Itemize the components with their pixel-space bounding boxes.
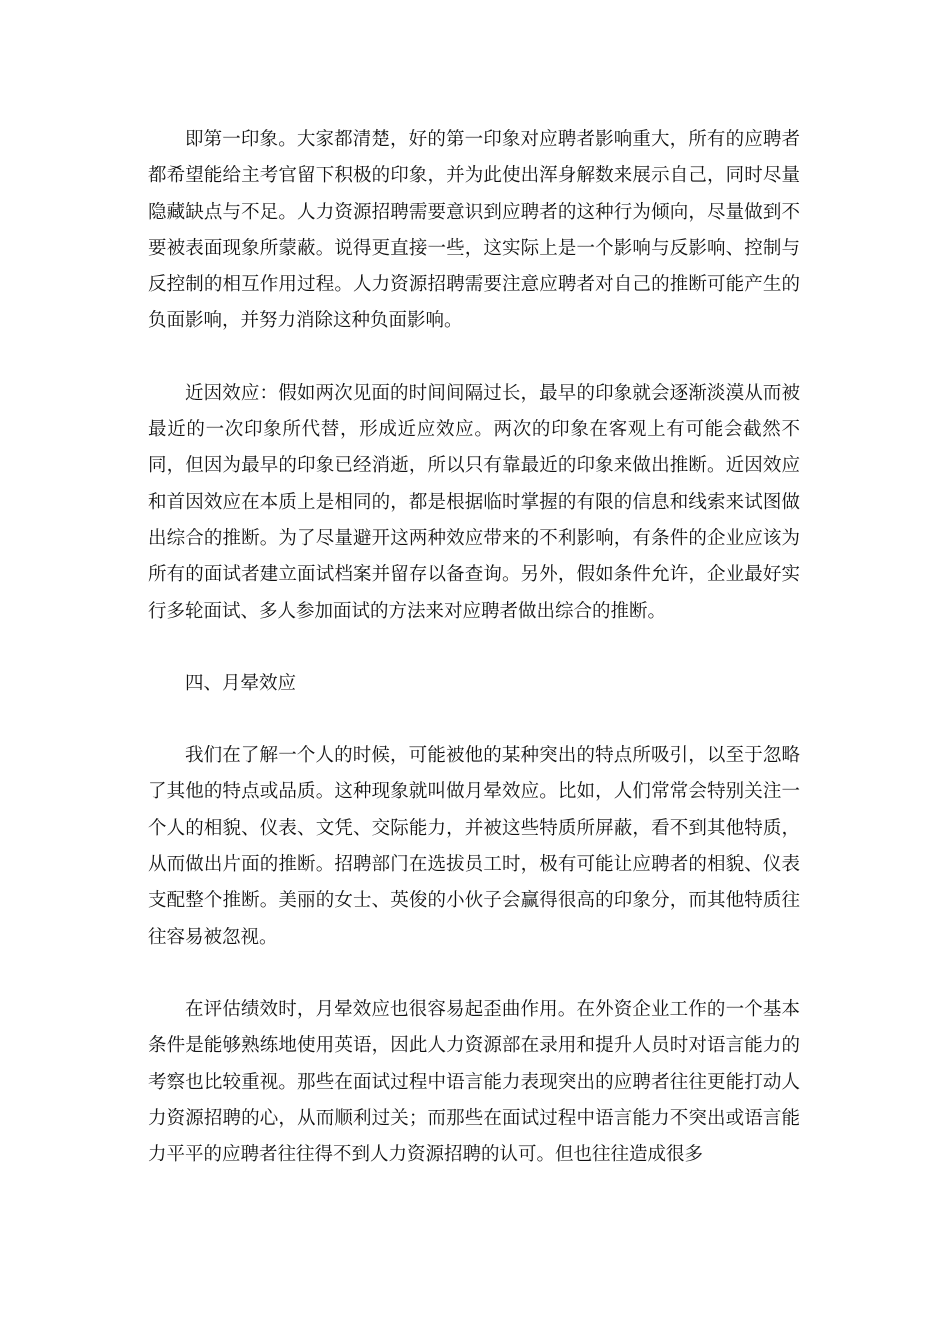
paragraph-recency-effect: 近因效应：假如两次见面的时间间隔过长，最早的印象就会逐渐淡漠从而被最近的一次印象所代替，形成近应效应。两次的印象在客观上有可能会截然不同，但因为最早的印象已经消逝，所以只有靠最近的印象来做出推断。近因效应和首因效应在本质上是相同的，都是根据临时掌握的有限的信息和线索来试图做出综合的推断。为了尽量避开这两种效应带来的不利影响，有条件的企业应该为所有的面试者建立面试档案并留存以备查询。另外，假如条件允许，企业最好实行多轮面试、多人参加面试的方法来对应聘者做出综合的推断。 [148, 382, 800, 622]
paragraph-halo-effect-performance: 在评估绩效时，月晕效应也很容易起歪曲作用。在外资企业工作的一个基本条件是能够熟练地使用英语，因此人力资源部在录用和提升人员时对语言能力的考察也比较重视。那些在面试过程中语言能力表现突出的应聘者往往更能打动人力资源招聘的心，从而顺利过关；而那些在面试过程中语言能力不突出或语言能力平平的应聘者往往得不到人力资源招聘的认可。但也往往造成很多 [148, 998, 800, 1166]
paragraph-first-impression: 即第一印象。大家都清楚，好的第一印象对应聘者影响重大，所有的应聘者都希望能给主考官留下积极的印象，并为此使出浑身解数来展示自己，同时尽量隐藏缺点与不足。人力资源招聘需要意识到应聘者的这种行为倾向，尽量做到不要被表面现象所蒙蔽。说得更直接一些，这实际上是一个影响与反影响、控制与反控制的相互作用过程。人力资源招聘需要注意应聘者对自己的推断可能产生的负面影响，并努力消除这种负面影响。 [148, 129, 800, 332]
section-heading-halo-effect: 四、月晕效应 [185, 672, 297, 694]
document-page [148, 122, 800, 1173]
paragraph-halo-effect-intro: 我们在了解一个人的时候，可能被他的某种突出的特点所吸引，以至于忽略了其他的特点或品质。这种现象就叫做月晕效应。比如，人们常常会特别关注一个人的相貌、仪表、文凭、交际能力，并被这些特质所屏蔽，看不到其他特质，从而做出片面的推断。招聘部门在选拔员工时，极有可能让应聘者的相貌、仪表支配整个推断。美丽的女士、英俊的小伙子会赢得很高的印象分，而其他特质往往容易被忽视。 [148, 745, 800, 948]
